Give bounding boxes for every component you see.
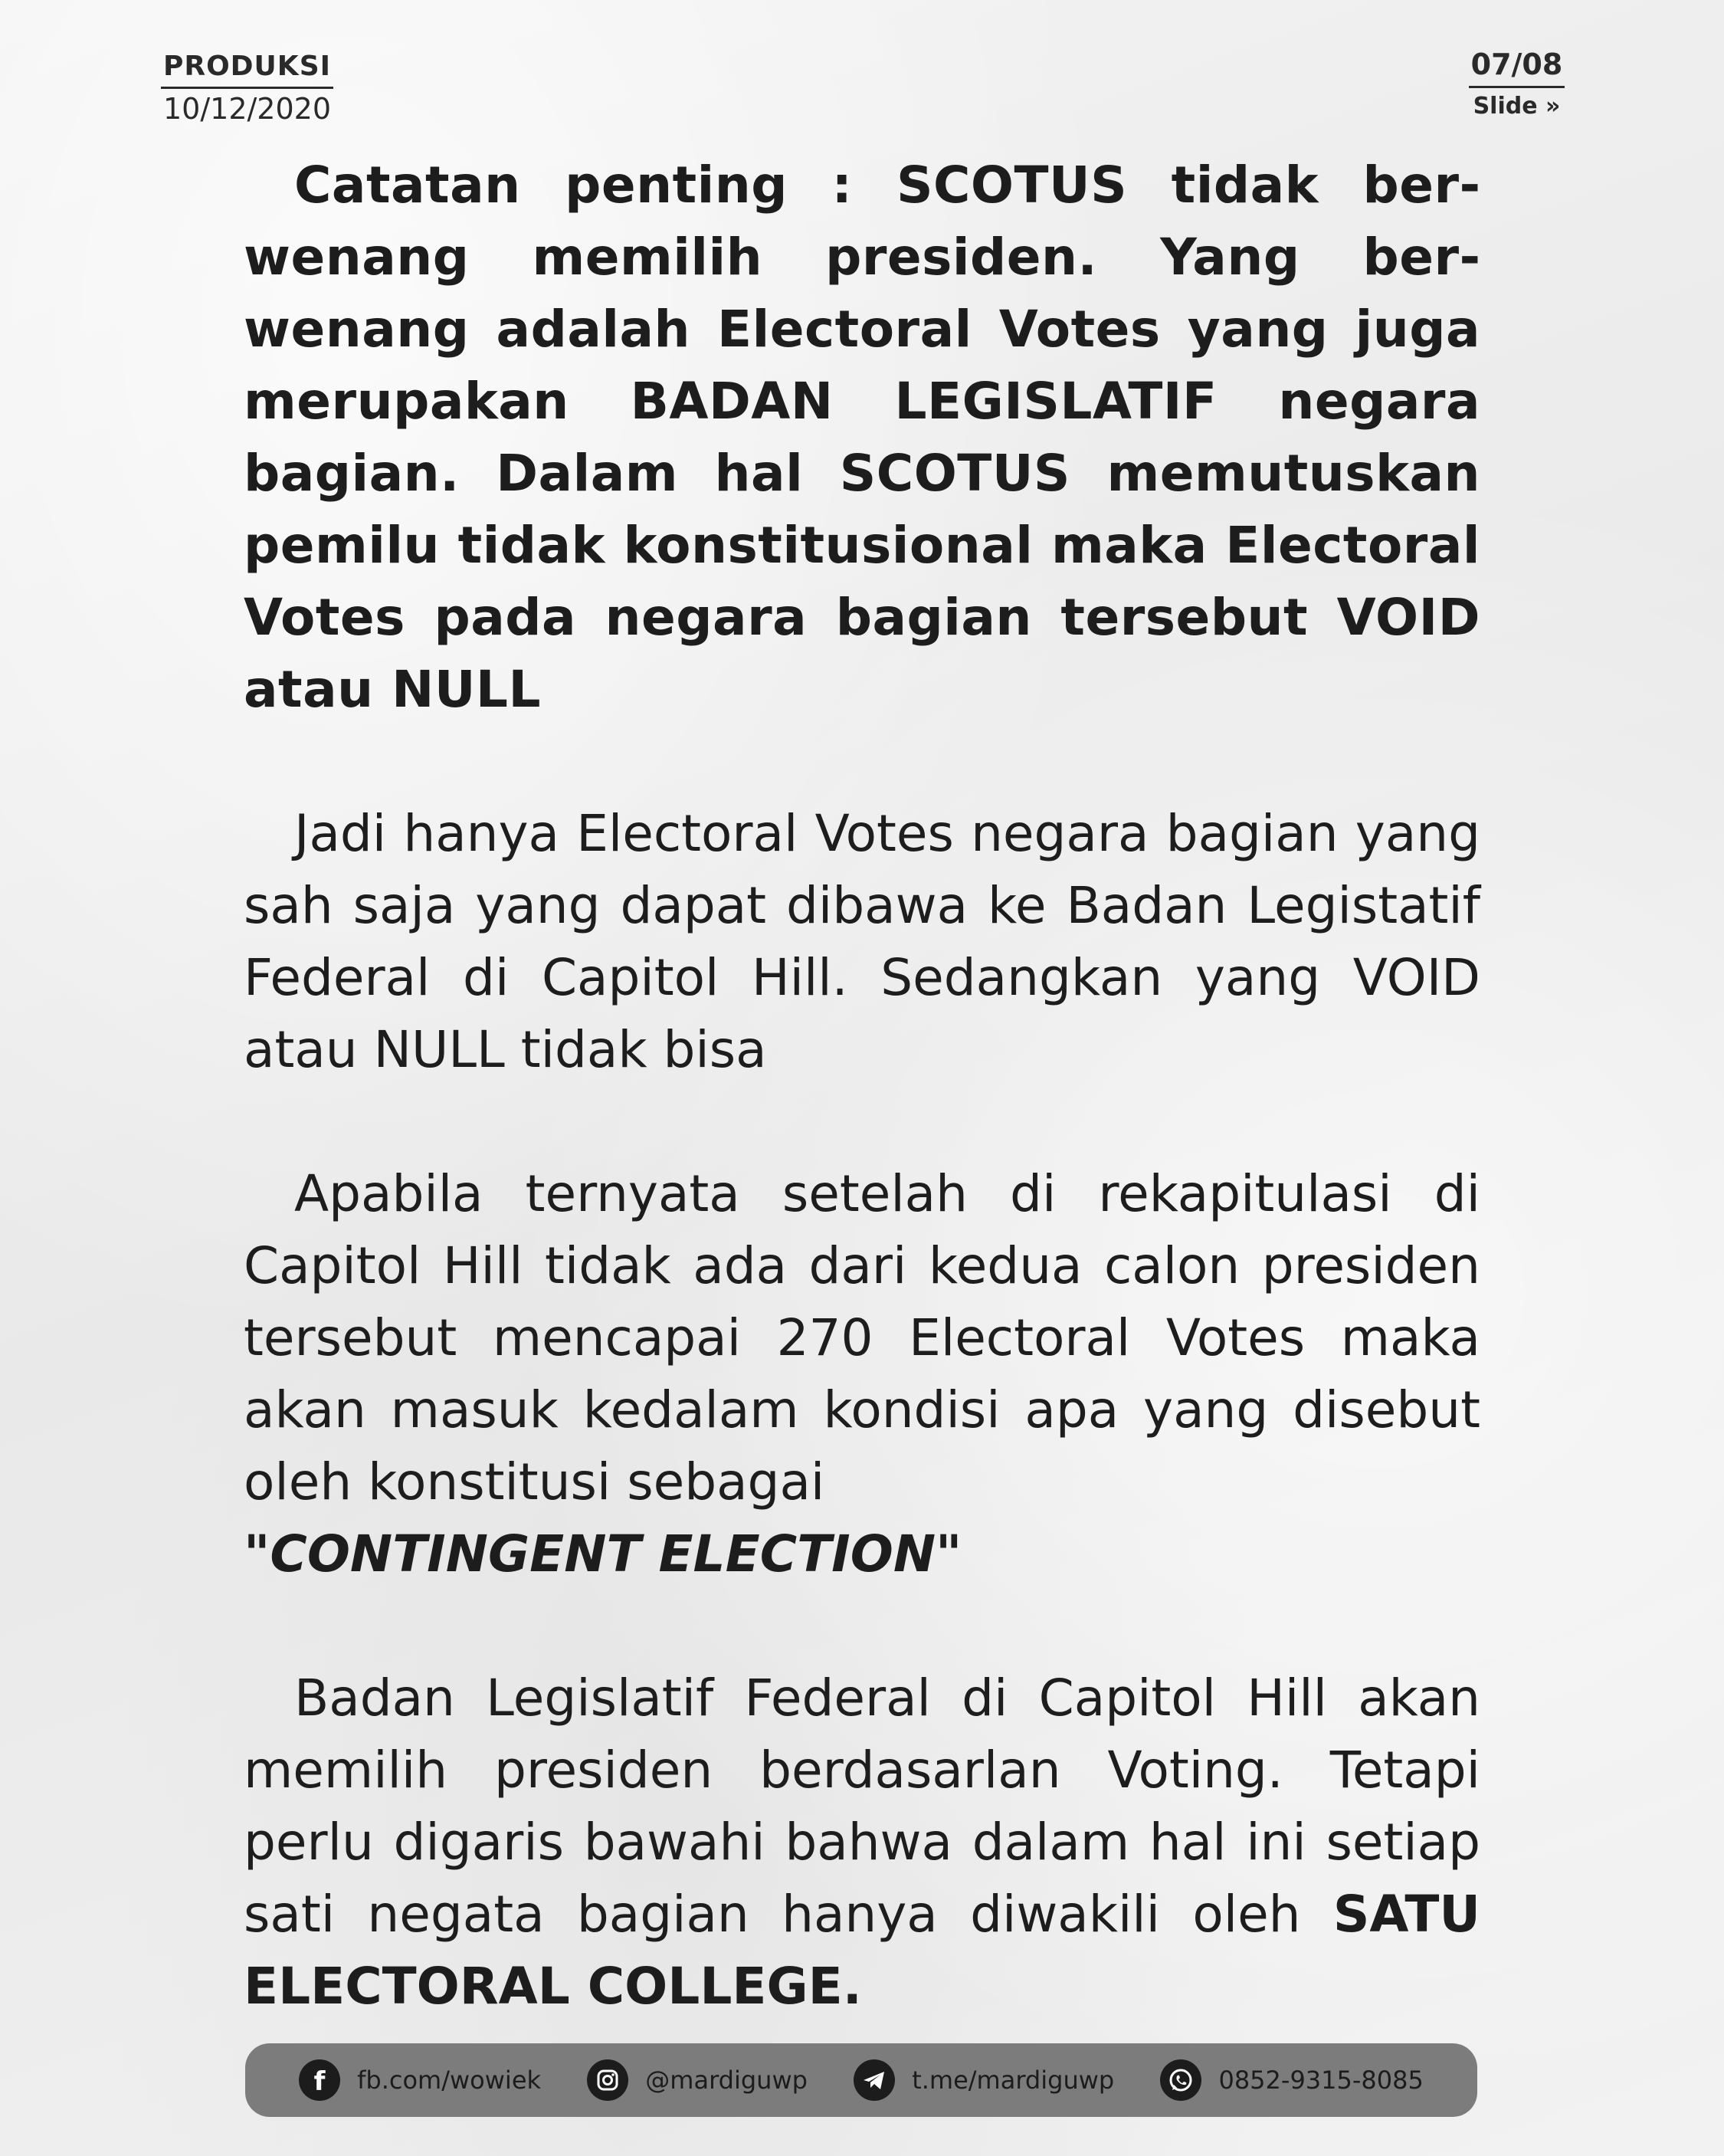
paragraph-text: Badan Legislatif Federal di Capitol Hill akan memilih presiden berdasarlan Voting. Tetapi perlu digaris bawahi bahwa dalam hal ini setiap sati negata bagian hanya diwakili oleh xyxy=(244,1669,1480,1944)
header-left xyxy=(161,51,333,126)
facebook-link[interactable]: fb.com/wowiek xyxy=(357,2066,542,2095)
social-whatsapp[interactable] xyxy=(1160,2059,1423,2101)
paragraph-text: Jadi hanya Electoral Votes negara bagian yang sah saja yang dapat dibawa ke Badan Legistatif Federal di Capitol Hill. Sedangkan yang VOID atau NULL tidak bisa xyxy=(244,804,1480,1079)
whatsapp-icon xyxy=(1160,2059,1201,2101)
production-date: 10/12/2020 xyxy=(162,92,332,126)
social-facebook[interactable] xyxy=(299,2059,541,2101)
paragraph-valid-votes xyxy=(244,798,1480,1086)
instagram-handle[interactable]: @mardiguwp xyxy=(645,2066,808,2095)
production-label: PRODUKSI xyxy=(161,51,333,89)
paragraph-text: Catatan penting : SCOTUS tidak berwenang memilih presiden. Yang berwenang adalah Electoral Votes yang juga merupakan BADAN LEGISLATIF negara bagian. Dalam hal SCOTUS memutuskan pemilu tidak konstitusional maka Electoral Votes pada negara bagian tersebut VOID atau NULL xyxy=(244,156,1480,719)
social-footer-bar xyxy=(245,2043,1477,2117)
instagram-icon xyxy=(587,2059,628,2101)
paragraph-text: Apabila ternyata setelah di rekapitulasi di Capitol Hill tidak ada dari kedua calon presiden tersebut mencapai 270 Electoral Votes maka akan masuk kedalam kondisi apa yang disebut oleh konstitusi sebagai xyxy=(244,1164,1480,1511)
svg-text:f: f xyxy=(313,2066,326,2097)
paragraph-contingent xyxy=(244,1158,1480,1590)
paragraph-important-note xyxy=(244,149,1480,726)
paragraph-federal-voting xyxy=(244,1662,1480,2023)
electoral-college-term: SATU ELECTORAL COLLEGE. xyxy=(244,1885,1480,2016)
whatsapp-number[interactable]: 0852-9315-8085 xyxy=(1218,2066,1424,2095)
social-instagram[interactable] xyxy=(587,2059,808,2101)
page-number: 07/08 xyxy=(1469,48,1565,88)
social-telegram[interactable] xyxy=(854,2059,1114,2101)
facebook-icon xyxy=(299,2059,340,2101)
telegram-icon xyxy=(854,2059,895,2101)
telegram-link[interactable]: t.me/mardiguwp xyxy=(912,2066,1115,2095)
article-body xyxy=(244,149,1480,2023)
contingent-election-term: "CONTINGENT ELECTION" xyxy=(244,1524,962,1583)
header-right xyxy=(1469,48,1565,120)
slide-next-indicator: Slide » xyxy=(1473,93,1561,120)
